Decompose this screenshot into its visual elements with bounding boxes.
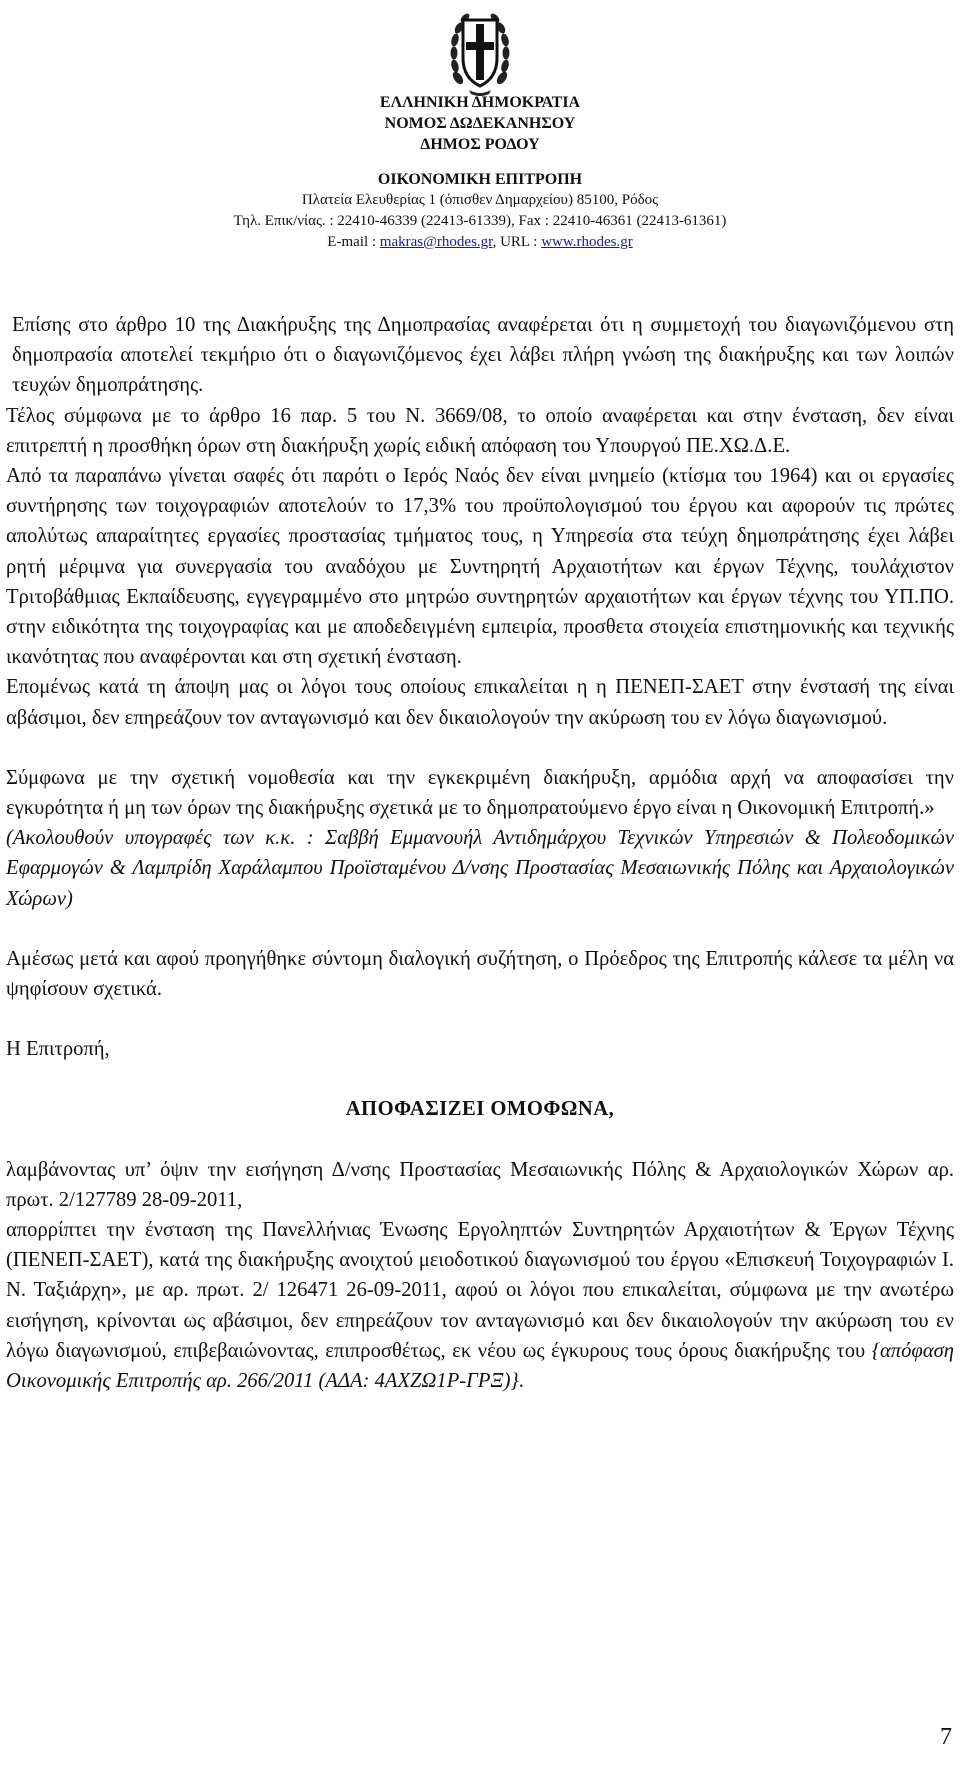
document-body xyxy=(6,310,954,1396)
header-phone: Τηλ. Επικ/νίας. : 22410-46339 (22413-61339), Fax : 22410-46361 (22413-61361) xyxy=(233,213,727,229)
email-link[interactable]: makras@rhodes.gr xyxy=(379,234,493,250)
paragraph-discussion: Αμέσως μετά και αφού προηγήθηκε σύντομη διαλογική συζήτηση, ο Πρόεδρος της Επιτροπής κάλεσε τα μέλη να ψηφίσουν σχετικά. xyxy=(6,947,954,1001)
spacer xyxy=(6,1125,954,1155)
rejects-end: . xyxy=(518,1370,524,1393)
header-municipality: ΔΗΜΟΣ ΡΟΔΟΥ xyxy=(420,136,540,153)
spacer xyxy=(6,1064,954,1094)
decision-heading: ΑΠΟΦΑΣΙΖΕΙ ΟΜΟΦΩΝΑ, xyxy=(345,1098,615,1121)
rejects-text: απορρίπτει την ένσταση της Πανελλήνιας Ένωσης Εργοληπτών Συντηρητών Αρχαιοτήτων & Έργων Τέχνης (ΠΕΝΕΠ-ΣΑΕΤ), κατά της διακήρυξης ανοιχτού μειοδοτικού διαγωνισμού του έργου «Επισκευή Τοιχογραφιών Ι. Ν. Ταξιάρχη», με αρ. πρωτ. 2/ 126471 26-09-2011, αφού οι λόγοι που επικαλείται, σύμφωνα με την ανωτέρω εισήγηση, κρίνονται ως αβάσιμοι, δεν επηρεάζουν τον ανταγωνισμό και δεν δικαιολογούν την ακύρωση του εν λόγω διαγωνισμού, επιβεβαιώνοντας, επιπροσθέτως, εκ νέου ως έγκυρους τους όρους διακήρυξης του xyxy=(6,1219,954,1362)
spacer xyxy=(6,914,954,944)
url-link[interactable]: www.rhodes.gr xyxy=(541,234,633,250)
page-number: 7 xyxy=(940,1724,952,1750)
spacer xyxy=(6,1004,954,1034)
paragraph-conclusion: Από τα παραπάνω γίνεται σαφές ότι παρότι ο Ιερός Ναός δεν είναι μνημείο (κτίσμα του 1964) και οι εργασίες συντήρησης των τοιχογραφιών αποτελούν το 17,3% του προϋπολογισμού του έργου και αφορούν τις πρώτες απολύτως απαραίτητες εργασίες προστασίας τμήματος τους, η Υπηρεσία στα τεύχη δημοπράτησης έχει λάβει ρητή μέριμνα για συνεργασία του αναδόχου με Συντηρητή Αρχαιοτήτων και έργων Τέχνης, τουλάχιστον Τριτοβάθμιας Εκπαίδευσης, εγγεγραμμένο στο μητρώο συντηρητών αρχαιοτήτων και έργων τέχνης του ΥΠ.ΠΟ. στην ειδικότητα της τοιχογραφίας και με αποδεδειγμένη εμπειρία, προσθετα στοιχεία επιστημονικής και τεχνικής ικανότητας που αναφέρονται και στη σχετική ένσταση. xyxy=(6,465,954,669)
url-label: , URL : xyxy=(492,234,542,250)
paragraph-committee: Η Επιτροπή, xyxy=(6,1038,110,1061)
header-country: ΕΛΛΗΝΙΚΗ ΔΗΜΟΚΡΑΤΙΑ xyxy=(379,94,581,111)
header-committee: ΟΙΚΟΝΟΜΙΚΗ ΕΠΙΤΡΟΠΗ xyxy=(377,171,583,188)
header-contact xyxy=(0,232,960,253)
paragraph-article-10: Επίσης στο άρθρο 10 της Διακήρυξης της Δημοπρασίας αναφέρεται ότι η συμμετοχή του διαγωνιζόμενου στη δημοπρασία αποτελεί τεκμήριο ότι ο διαγωνιζόμενος έχει λάβει πλήρη γνώση της διακήρυξης και των λοιπών τευχών δημοπράτησης. xyxy=(12,314,954,397)
email-label: E-mail : xyxy=(327,234,380,250)
paragraph-signatures: (Ακολουθούν υπογραφές των κ.κ. : Σαββή Εμμανουήλ Αντιδημάρχου Τεχνικών Υπηρεσιών & Πολεοδομικών Εφαρμογών & Λαμπρίδη Χαράλαμπου Προϊσταμένου Δ/νσης Προστασίας Μεσαιωνικής Πόλης και Αρχαιολογικών Χώρων) xyxy=(6,827,954,910)
paragraph-consequently: Επομένως κατά τη άποψη μας οι λόγοι τους οποίους επικαλείται η η ΠΕΝΕΠ-ΣΑΕΤ στην ένστασή της είναι αβάσιμοι, δεν επηρεάζουν τον ανταγωνισμό και δεν δικαιολογούν την ακύρωση του εν λόγω διαγωνισμού. xyxy=(6,676,954,729)
paragraph-article-16: Τέλος σύμφωνα με το άρθρο 16 παρ. 5 του Ν. 3669/08, το οποίο αναφέρεται και στην ένσταση, δεν είναι επιτρεπτή η προσθήκη όρων στη διακήρυξη χωρίς ειδική απόφαση του Υπουργού ΠΕ.ΧΩ.Δ.Ε. xyxy=(6,404,954,457)
paragraph-considering: λαμβάνοντας υπ’ όψιν την εισήγηση Δ/νσης Προστασίας Μεσαιωνικής Πόλης & Αρχαιολογικών Χώρων αρ. πρωτ. 2/127789 28-09-2011, xyxy=(6,1158,954,1211)
header-prefecture: ΝΟΜΟΣ ΔΩΔΕΚΑΝΗΣΟΥ xyxy=(384,115,576,132)
header-address: Πλατεία Ελευθερίας 1 (όπισθεν Δημαρχείου) 85100, Ρόδος xyxy=(301,192,659,208)
spacer xyxy=(6,733,954,763)
greek-emblem-icon xyxy=(449,6,511,98)
paragraph-competent-authority: Σύμφωνα με την σχετική νομοθεσία και την εγκεκριμένη διακήρυξη, αρμόδια αρχή να αποφασίσει την εγκυρότητα ή μη των όρων της διακήρυξης σχετικά με το δημοπρατούμενο έργο είναι η Οικονομική Επιτροπή.» xyxy=(6,766,954,820)
decision-reference: {απόφαση Οικονομικής Επιτροπής αρ. 266/2011 (ΑΔΑ: 4ΑΧΖΩ1Ρ-ΓΡΞ)} xyxy=(6,1339,954,1393)
paragraph-rejects xyxy=(6,1215,954,1396)
